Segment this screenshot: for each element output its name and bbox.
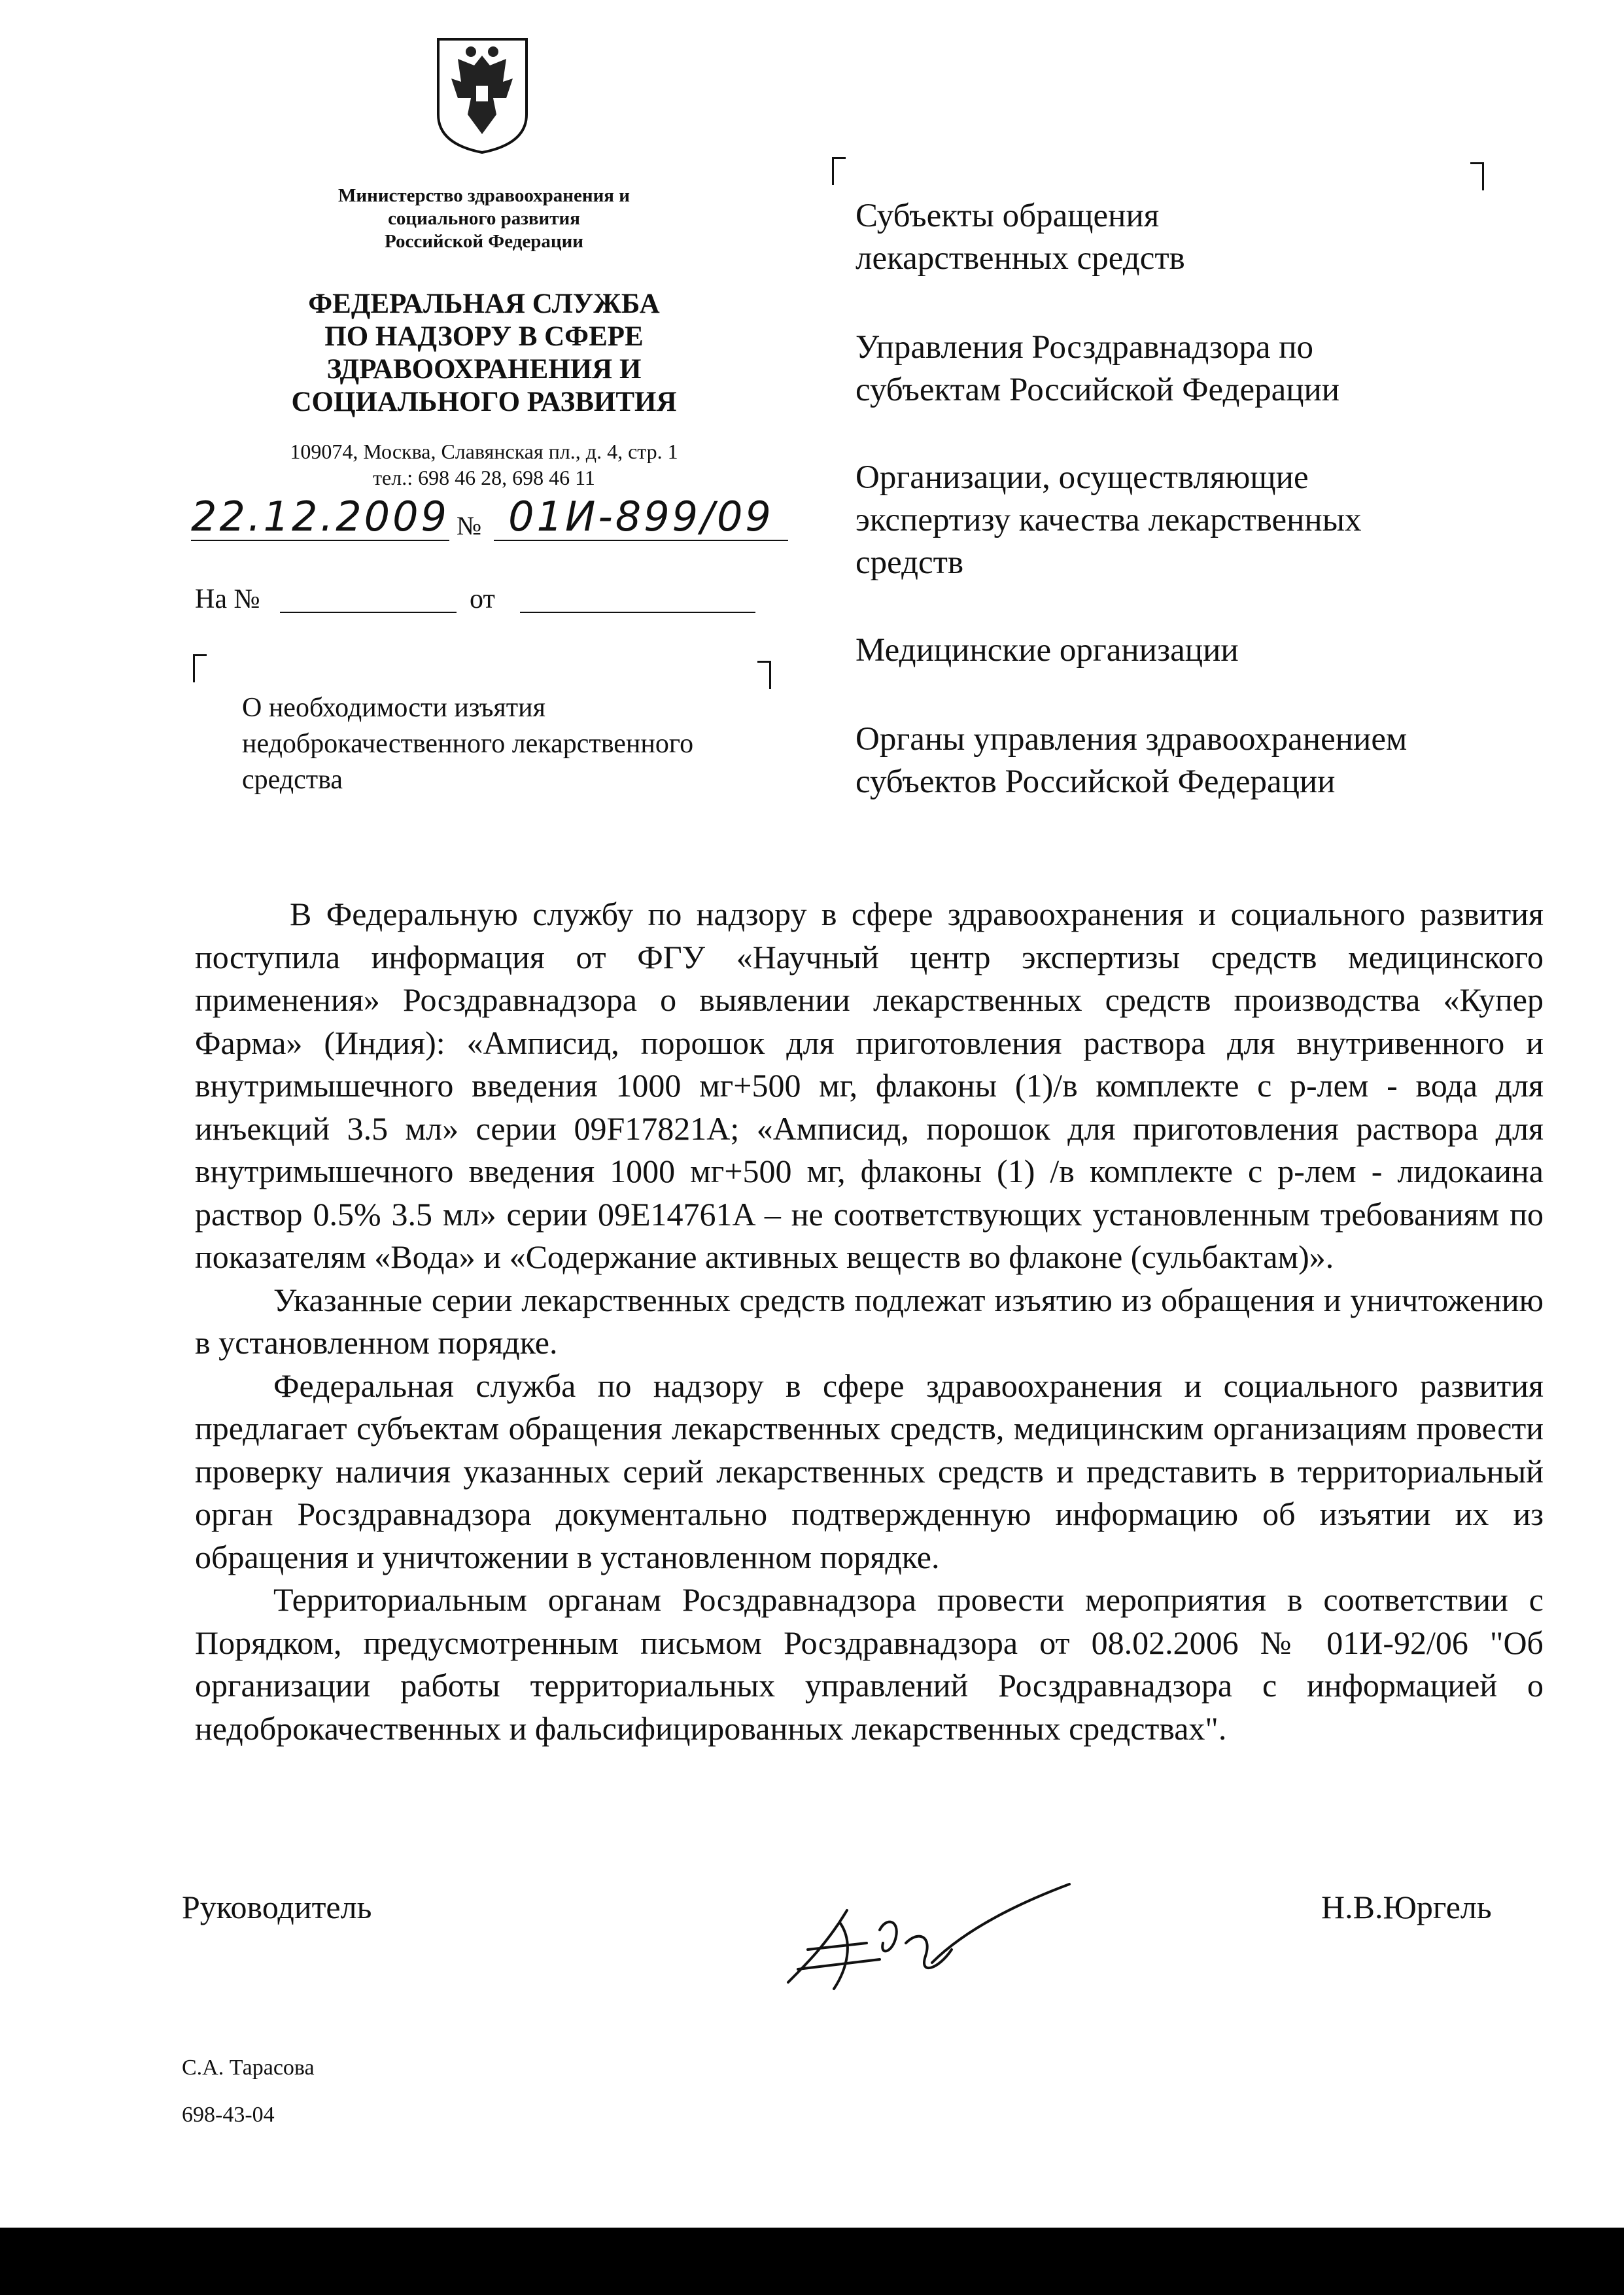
registration-number: 01И-899/09 (494, 494, 788, 541)
subject-corner-right (757, 661, 771, 689)
body-paragraph: В Федеральную службу по надзору в сфере здравоохранения и социального развития поступила информация от ФГУ «Научный центр экспертизы средств медицинского применения» Росздравнадзора о выявлении лекарственных средств производства «Купер Фарма» (Индия): «Амписид, порошок для приготовления раствора для внутривенного и внутримышечного введения 1000 мг+500 мг, флаконы (1)/в комплекте с р-лем - вода для инъекций 3.5 мл» серии 09F17821A; «Амписид, порошок для приготовления раствора для внутримышечного введения 1000 мг+500 мг, флаконы (1) /в комплекте с р-лем - лидокаина раствор 0.5% 3.5 мл» серии 09E14761A – не соответствующих установленным требованиям по показателям «Вода» и «Содержание активных веществ во флаконе (сульбактам)». (195, 896, 1544, 1275)
executor-phone: 698-43-04 (182, 2103, 275, 2127)
subject-line: О необходимости изъятия (242, 693, 545, 723)
handwritten-signature (769, 1871, 1096, 2002)
letter-body (195, 893, 1544, 1750)
addressee-line: Органы управления здравоохранением (855, 721, 1408, 758)
addressee-line: Управления Росздравнадзора по (855, 329, 1314, 366)
service-name (288, 288, 680, 419)
number-sign: № (457, 511, 482, 540)
address-line: 109074, Москва, Славянская пл., д. 4, стр. 1 (290, 440, 678, 463)
service-line: ПО НАДЗОРУ В СФЕРЕ (324, 321, 644, 352)
subject-corner-left (193, 654, 207, 682)
service-address (222, 438, 746, 491)
ministry-line: социального развития (388, 208, 580, 229)
addressee-block (855, 457, 1542, 584)
subject-line: недоброкачественного лекарственного (242, 729, 694, 759)
addressee-line: субъектам Российской Федерации (855, 372, 1340, 408)
from-blank (520, 612, 755, 613)
service-line: ФЕДЕРАЛЬНАЯ СЛУЖБА (308, 289, 660, 319)
reply-to-blank (280, 612, 457, 613)
body-paragraph: Указанные серии лекарственных средств подлежат изъятию из обращения и уничтожению в установленном порядке. (195, 1281, 1544, 1361)
registration-date: 22.12.2009 (191, 493, 449, 540)
service-line: СОЦИАЛЬНОГО РАЗВИТИЯ (291, 387, 677, 417)
scan-border (0, 2228, 1624, 2295)
addressee-line: субъектов Российской Федерации (855, 763, 1336, 800)
body-paragraph: Федеральная служба по надзору в сфере здравоохранения и социального развития предлагает субъектам обращения лекарственных средств, медицинским организациям провести проверку наличия указанных серий лекарственных средств и представить в территориальный орган Росздравнадзора документально подтвержденную информацию об изъятии их из обращения и уничтожении в установленном порядке. (195, 1367, 1544, 1575)
addressee-block (855, 195, 1542, 280)
service-line: ЗДРАВООХРАНЕНИЯ И (326, 354, 642, 385)
ministry-line: Российской Федерации (384, 231, 583, 252)
addressee-block (855, 629, 1542, 672)
ministry-line: Министерство здравоохранения и (338, 185, 630, 206)
addressee-block (855, 326, 1542, 412)
addressee-line: лекарственных средств (855, 240, 1185, 277)
signatory-name: Н.В.Юргель (1321, 1889, 1492, 1925)
from-label: от (470, 584, 495, 614)
addressee-corner-right (1470, 162, 1484, 190)
addressee-block (855, 718, 1542, 803)
body-paragraph: Территориальным органам Росздравнадзора провести мероприятия в соответствии с Порядком, предусмотренным письмом Росздравнадзора от 08.02.2006 № 01И-92/06 "Об организации работы территориальных управлений Росздравнадзора с информацией о недоброкачественных и фальсифицированных лекарственных средствах". (195, 1581, 1544, 1747)
signatory-position: Руководитель (182, 1889, 372, 1925)
subject (242, 690, 804, 798)
reply-to-label: На № (195, 584, 260, 614)
addressee-corner-left (832, 157, 846, 185)
executor-name: С.А. Тарасова (182, 2056, 315, 2080)
addressee-line: Субъекты обращения (855, 198, 1160, 234)
addressee-line: средств (855, 544, 964, 581)
subject-line: средства (242, 765, 343, 795)
addressee-line: Медицинские организации (855, 632, 1239, 669)
ministry-name (288, 184, 680, 253)
addressee-line: экспертизу качества лекарственных (855, 502, 1362, 538)
coat-of-arms-icon (435, 36, 530, 154)
phone-line: тел.: 698 46 28, 698 46 11 (373, 466, 595, 489)
addressee-line: Организации, осуществляющие (855, 459, 1309, 496)
